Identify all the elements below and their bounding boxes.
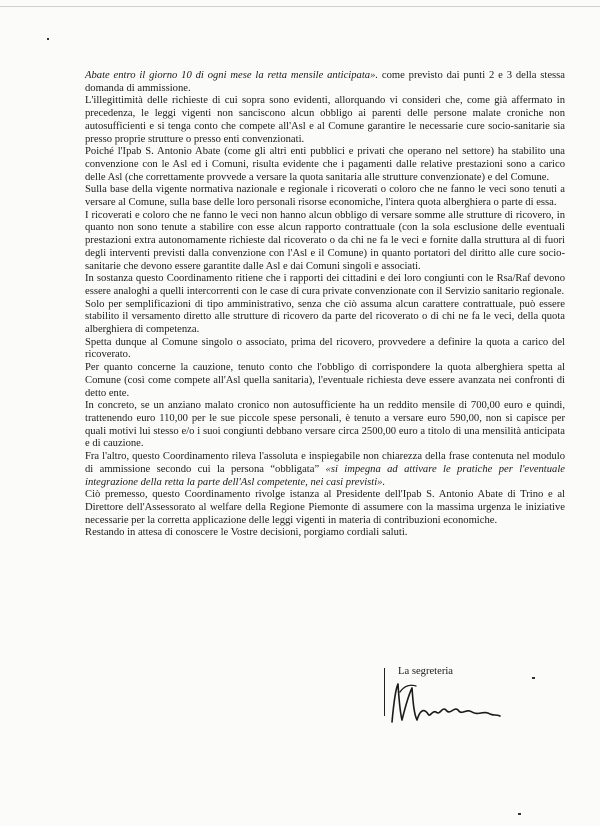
paragraph-8: Spetta dunque al Comune singolo o associato, prima del ricovero, provvedere a definire la quota a carico del ricoverato. — [85, 336, 565, 361]
paragraph-1-text: come previsto dai punti 2 e 3 della stessa domanda di ammissione. — [85, 70, 565, 94]
scan-speck — [47, 38, 49, 40]
paragraph-12: Ciò premesso, questo Coordinamento rivolge istanza al Presidente dell'Ipab S. Antonio Abate di Trino e al Direttore dell'Assessorato al welfare della Regione Piemonte di assumere con la massima urgenza le iniziative necessarie per la corretta applicazione delle leggi vigenti in materia di contribuzioni economiche. — [85, 489, 565, 526]
paragraph-7: Solo per semplificazioni di tipo amministrativo, senza che ciò assuma alcun carattere contrattuale, può essere stabilito il versamento diretto alle strutture di ricovero da parte del ricoverato o di chi ne fa le veci, della quota alberghiera di competenza. — [85, 298, 565, 336]
paragraph-11 — [85, 451, 565, 489]
handwritten-signature — [384, 670, 524, 734]
paragraph-13: Restando in attesa di conoscere le Vostre decisioni, porgiamo cordiali saluti. — [85, 527, 408, 539]
scan-edge-line — [0, 6, 600, 7]
letter-body — [85, 70, 565, 540]
paragraph-6: In sostanza questo Coordinamento ritiene che i rapporti dei cittadini e dei loro congiunti con le Rsa/Raf devono essere analoghi a quelli intercorrenti con le case di cura private convenzionate con il Servizio sanitario regionale. — [85, 273, 565, 297]
scan-speck — [518, 813, 521, 815]
paragraph-2: L'illegittimità delle richieste di cui sopra sono evidenti, allorquando vi consideri che, come già affermato in precedenza, le leggi vigenti non sanciscono alcun obbligo ai parenti delle persone malate croniche non autosufficienti e si tenga conto che compete all'Asl e al Comune garantire le necessarie cure socio-sanitarie sia presso proprie strutture o presso enti convenzionati. — [85, 95, 565, 145]
paragraph-11-text: Fra l'altro, questo Coordinamento rileva l'assoluta e inspiegabile non chiarezza della frase contenuta nel modulo di ammissione secondo cui la persona “obbligata” — [85, 451, 565, 475]
paragraph-11-italic-quote: «si impegna ad attivare le pratiche per l'eventuale integrazione della retta la parte dell'Asl competente, nei casi previsti». — [85, 463, 565, 488]
paragraph-1-italic-lead: Abate entro il giorno 10 di ogni mese la retta mensile anticipata». — [85, 70, 379, 81]
paragraph-10: In concreto, se un anziano malato cronico non autosufficiente ha un reddito mensile di 700,00 euro e quindi, trattenendo euro 110,00 per le sue piccole spese personali, è tenuto a versare euro 590,00, non si capisce per quali motivi lui stesso e/o i suoi congiunti debbano versare circa 2500,00 euro a titolo di una mensilità anticipata e di cauzione. — [85, 400, 565, 450]
paragraph-5: I ricoverati e coloro che ne fanno le veci non hanno alcun obbligo di versare somme alle strutture di ricovero, in quanto non sono tenute a stabilire con esse alcun rapporto contrattuale (con la sola esclusione delle eventuali prestazioni extra autonomamente richieste dal ricoverato o da chi ne fa le veci e fornite dalla struttura al di fuori degli interventi previsti dalla convenzione con l'Asl e il Comune) in quanto portatori del diritto alle cure socio-sanitarie che devono essere garantite dalle Asl e dai Comuni singoli e associati. — [85, 209, 565, 272]
signature-block — [384, 666, 524, 736]
paragraph-3: Poiché l'Ipab S. Antonio Abate (come gli altri enti pubblici e privati che operano nel settore) ha stabilito una convenzione con le Asl ed i Comuni, risulta evidente che i pagamenti dalle relative prestazioni sono a carico delle Asl (che correttamente provvede a versare la quota sanitaria alle strutture convenzionate) e del Comune. — [85, 146, 565, 183]
paragraph-1 — [85, 70, 565, 95]
paragraph-4: Sulla base della vigente normativa nazionale e regionale i ricoverati o coloro che ne fanno le veci sono tenuti a versare al Comune, sulla base delle loro personali risorse economiche, l'intera quota alberghiera o parte di essa. — [85, 184, 565, 209]
scan-speck — [532, 677, 535, 679]
signature-label: La segreteria — [398, 666, 453, 677]
paragraph-9: Per quanto concerne la cauzione, tenuto conto che l'obbligo di corrispondere la quota alberghiera spetta al Comune (così come compete all'Asl quella sanitaria), l'eventuale richiesta deve essere avanzata nei confronti di detto ente. — [85, 362, 565, 399]
